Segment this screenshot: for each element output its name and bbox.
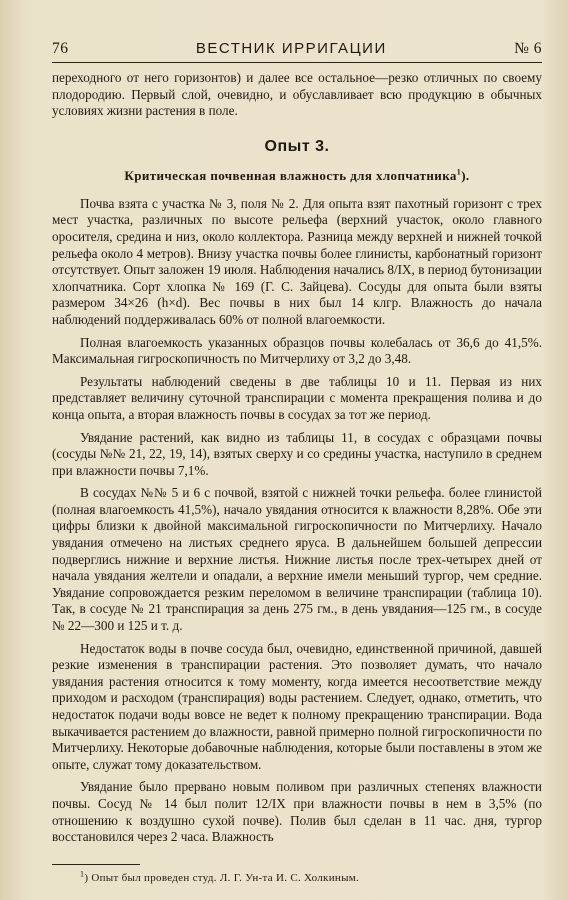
paragraph-7: Увядание было прервано новым поливом при различных степенях влажности почвы. Сосуд № 14 был полит 12/IX при влажности почвы в нем в 3,5% (по отношению к воздушно сухой почве). Полив был сделан в 11 час. дня, тургор восстановился через 2 часа. Влажность xyxy=(52,779,542,845)
footnote-reference: 1 xyxy=(456,167,462,177)
footnote-divider xyxy=(52,864,140,865)
paragraph-2: Полная влагоемкость указанных образцов почвы колебалась от 36,6 до 41,5%. Максимальная гигроскопичность по Митчерлиху от 3,2 до 3,48. xyxy=(52,334,542,367)
paragraph-3: Результаты наблюдений сведены в две таблицы 10 и 11. Первая из них представляет величину суточной транспирации с момента прекращения полива и до конца опыта, а вторая влажность почвы в сосудах за тот же период. xyxy=(52,373,542,422)
paragraph-1: Почва взята с участка № 3, поля № 2. Для опыта взят пахотный горизонт с трех мест участка, различных по высоте рельефа (верхний участок, около главного оросителя, средина и низ, около коллектора. Разница между верхней и нижней точкой рельефа около 4 метров). Внизу участка почвы более глинисты, карбонатный горизонт отсутствует. Опыт заложен 19 июля. Наблюдения начались 8/IX, в период бутонизации хлопчатника. Сорт хлопка № 169 (Г. С. Зайцева). Сосуды для опыта были взяты размером 34×26 (h×d). Вес почвы в них был 14 клгр. Влажность до начала наблюдений поддерживалась 60% от полной влагоемкости. xyxy=(52,195,542,327)
section-title: Опыт 3. xyxy=(264,137,330,155)
section-subtitle xyxy=(52,168,542,184)
subtitle-end: ). xyxy=(461,167,470,183)
running-header xyxy=(52,40,542,63)
page-number: 76 xyxy=(52,40,69,57)
subtitle-text: Критическая почвенная влажность для хлопчатника xyxy=(124,167,457,183)
issue-number: № 6 xyxy=(514,40,542,57)
footnote xyxy=(52,871,542,885)
paragraph-6: Недостаток воды в почве сосуда был, очевидно, единственной причиной, давшей резкие изменения в транспирации растения. Это позволяет думать, что начало увядания растения относится к тому моменту, когда имеется несоответствие между приходом и расходом (транспирация) воды растением. Следует, однако, отметить, что недостаток подачи воды вовсе не ведет к полному прекращению транспирации. Вода выкачивается растением до влажности, равной примерно полной гигроскопичности по Митчерлиху. Некоторые добавочные наблюдения, которые были поставлены в этом же опыте, служат тому доказательством. xyxy=(52,640,542,772)
journal-title: ВЕСТНИК ИРРИГАЦИИ xyxy=(195,40,387,57)
paragraph-5: В сосудах №№ 5 и 6 с почвой, взятой с нижней точки рельефа. более глинистой (полная влагоемкость 41,5%), начало увядания относится к влажности 8,28%. Обе эти цифры близки к двойной максимальной гигроскопичности по Митчерлиху. Начало увядания отмечено на листьях среднего яруса. В дальнейшем большей депрессии подверглись нижние и верхние листья. Нижние листья после трех-четырех дней от начала увядания желтели и опадали, а верхние имели меньший тургор, чем средние. Увядание сопровождается резким переломом в величине транспирации (таблица 10). Так, в сосуде № 21 транспирация за день 275 гм., в день увядания—125 гм., в сосуде № 22—300 и 125 и т. д. xyxy=(52,485,542,634)
footnote-mark: 1 xyxy=(80,869,85,879)
footnote-text: ) Опыт был проведен студ. Л. Г. Ун-та И. С. Холкиным. xyxy=(84,871,360,884)
paragraph-4: Увядание растений, как видно из таблицы 11, в сосудах с образцами почвы (сосуды №№ 21, 22, 19, 14), взятых сверху и со средины участка, наступило в среднем при влажности почвы 7,1%. xyxy=(52,429,542,478)
intro-paragraph: переходного от него горизонтов) и далее все остальное—резко отличных по своему плодородию. Первый слой, очевидно, и обуславливает всю продукцию в обычных условиях жизни растения в поле. xyxy=(52,70,542,119)
